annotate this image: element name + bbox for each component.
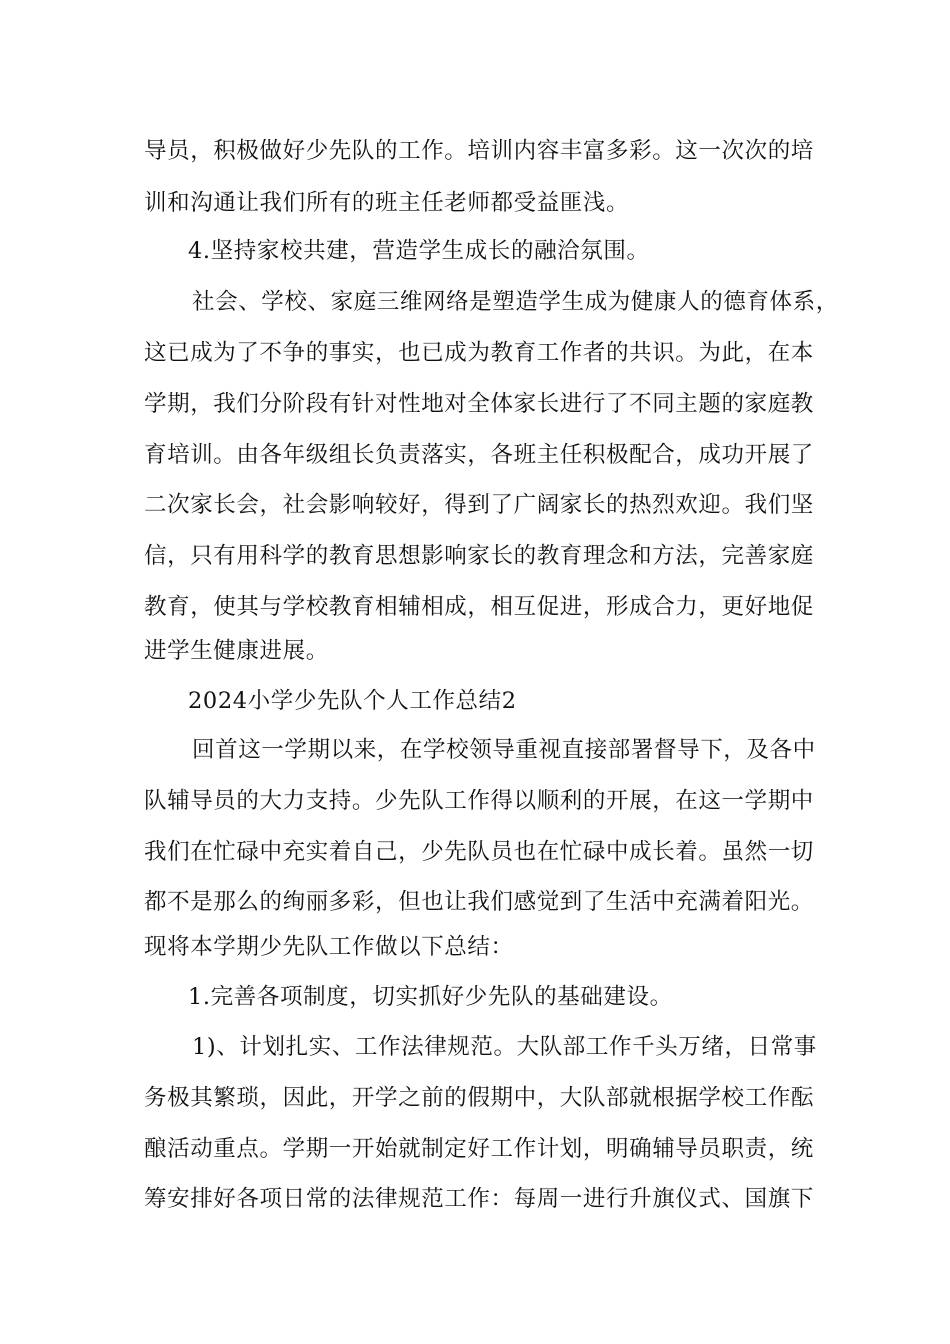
text-line: 训和沟通让我们所有的班主任老师都受益匪浅。 (144, 190, 630, 216)
text-line: 都不是那么的绚丽多彩，但也让我们感觉到了生活中充满着阳光。 (144, 889, 814, 915)
text-line: 这已成为了不争的事实，也已成为教育工作者的共识。为此，在本 (144, 340, 814, 366)
text-line: 我们在忙碌中充实着自己，少先队员也在忙碌中成长着。虽然一切 (144, 839, 814, 865)
text-line: 务极其繁琐，因此，开学之前的假期中，大队部就根据学校工作酝 (144, 1085, 814, 1111)
text-line: 育培训。由各年级组长负责落实，各班主任积极配合，成功开展了 (144, 442, 814, 468)
text-line: 信，只有用科学的教育思想影响家长的教育理念和方法，完善家庭 (144, 543, 814, 569)
text-line: 队辅导员的大力支持。少先队工作得以顺利的开展，在这一学期中 (144, 788, 814, 814)
text-line: 导员，积极做好少先队的工作。培训内容丰富多彩。这一次次的培 (144, 138, 814, 164)
text-line: 1)、计划扎实、工作法律规范。大队部工作千头万绪，日常事 (192, 1034, 817, 1060)
text-line: 酿活动重点。学期一开始就制定好工作计划，明确辅导员职责，统 (144, 1136, 814, 1162)
text-line: 社会、学校、家庭三维网络是塑造学生成为健康人的德育体系， (192, 289, 839, 315)
text-line: 回首这一学期以来，在学校领导重视直接部署督导下，及各中 (192, 737, 816, 763)
section-heading: 1.完善各项制度，切实抓好少先队的基础建设。 (188, 984, 673, 1010)
text-line: 二次家长会，社会影响较好，得到了广阔家长的热烈欢迎。我们坚 (144, 492, 814, 518)
text-line: 现将本学期少先队工作做以下总结： (144, 934, 514, 960)
document-subtitle: 2024小学少先队个人工作总结2 (188, 688, 517, 714)
section-heading: 4.坚持家校共建，营造学生成长的融洽氛围。 (188, 238, 650, 264)
text-line: 筹安排好各项日常的法律规范工作：每周一进行升旗仪式、国旗下 (144, 1186, 814, 1212)
text-line: 学期，我们分阶段有针对性地对全体家长进行了不同主题的家庭教 (144, 391, 814, 417)
text-line: 教育，使其与学校教育相辅相成，相互促进，形成合力，更好地促 (144, 594, 814, 620)
text-line: 进学生健康进展。 (144, 638, 329, 664)
